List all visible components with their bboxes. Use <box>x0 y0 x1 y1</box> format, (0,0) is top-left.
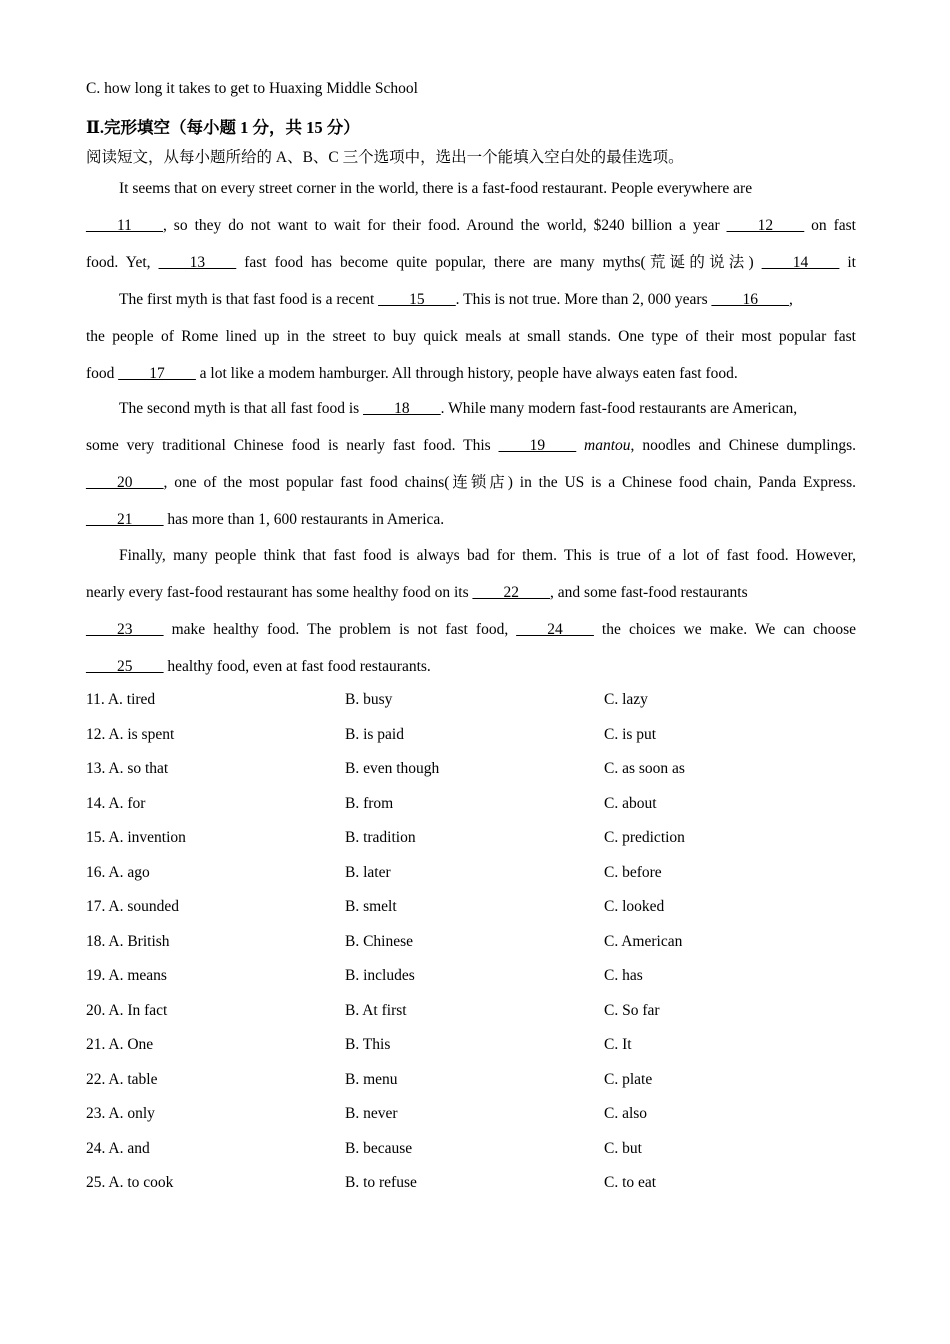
passage-paragraph-1 <box>86 178 856 289</box>
option-c: C. is put <box>604 725 657 743</box>
option-c: C. also <box>604 1105 648 1122</box>
option-b: B. tradition <box>345 829 416 846</box>
passage-paragraph-2 <box>86 289 856 400</box>
passage-line: Finally, many people think that fast food is always bad for them. This is true of a lot of fast food. However, <box>119 547 856 564</box>
blank-23: ____23____ <box>86 621 164 638</box>
option-row <box>86 933 856 968</box>
option-a: 18. A. British <box>86 932 170 950</box>
option-a: 15. A. invention <box>86 829 186 846</box>
blank-13: ____13____ <box>158 254 237 271</box>
option-b: B. because <box>345 1139 413 1157</box>
passage-line: the people of Rome lined up in the street to buy quick meals at small stands. One type of their most popular fast <box>86 328 856 345</box>
blank-16: ____16____ <box>711 291 789 308</box>
blank-25: ____25____ <box>86 658 164 675</box>
passage-line: ____21____ has more than 1, 600 restaurants in America. <box>86 511 445 528</box>
option-c: C. looked <box>604 898 665 915</box>
blank-21: ____21____ <box>86 511 164 528</box>
blank-14: ____14____ <box>761 254 840 271</box>
option-row <box>86 795 856 830</box>
option-a: 23. A. only <box>86 1105 155 1122</box>
option-row <box>86 864 856 899</box>
option-b: B. later <box>345 863 391 881</box>
section-instructions: 阅读短文，从每小题所给的 A、B、C 三个选项中，选出一个能填入空白处的最佳选项。 <box>86 149 684 166</box>
passage-line: It seems that on every street corner in the world, there is a fast-food restaurant. People everywhere are <box>119 180 753 197</box>
previous-question-option: C. how long it takes to get to Huaxing Middle School <box>86 80 418 97</box>
option-a: 11. A. tired <box>86 691 156 708</box>
option-b: B. This <box>345 1036 391 1053</box>
blank-24: ____24____ <box>516 621 594 638</box>
option-b: B. never <box>345 1105 398 1122</box>
option-b: B. is paid <box>345 725 404 743</box>
passage-line: ____23____ make healthy food. The problem is not fast food, ____24____ the choices we make. We can choose <box>86 621 856 638</box>
option-a: 21. A. One <box>86 1036 154 1053</box>
option-row <box>86 1174 856 1209</box>
blank-12: ____12____ <box>726 217 805 234</box>
option-row <box>86 691 856 726</box>
option-c: C. prediction <box>604 829 685 846</box>
option-row <box>86 829 856 864</box>
passage-line: The second myth is that all fast food is ____18____. While many modern fast-food restaurants are American, <box>119 400 798 417</box>
option-row <box>86 1036 856 1071</box>
option-c: C. about <box>604 794 657 812</box>
passage-paragraph-3 <box>86 398 856 546</box>
blank-11: ____11____ <box>86 217 163 234</box>
option-a: 13. A. so that <box>86 760 169 777</box>
passage-line: ____25____ healthy food, even at fast food restaurants. <box>86 658 431 675</box>
option-c: C. to eat <box>604 1174 657 1191</box>
option-b: B. smelt <box>345 898 397 915</box>
option-a: 17. A. sounded <box>86 898 179 915</box>
option-b: B. to refuse <box>345 1174 417 1191</box>
option-a: 16. A. ago <box>86 863 150 881</box>
option-c: C. lazy <box>604 691 648 708</box>
option-c: C. before <box>604 863 662 881</box>
blank-20: ____20____ <box>86 474 164 491</box>
passage-paragraph-4 <box>86 545 856 693</box>
answer-options <box>86 691 856 1209</box>
option-c: C. American <box>604 932 683 950</box>
option-c: C. but <box>604 1139 642 1157</box>
option-row <box>86 726 856 761</box>
option-b: B. At first <box>345 1001 407 1019</box>
option-row <box>86 1002 856 1037</box>
passage-line: ____11____, so they do not want to wait for their food. Around the world, $240 billion a year ____12____ on fast <box>86 217 856 234</box>
option-c: C. plate <box>604 1070 653 1088</box>
option-b: B. even though <box>345 760 440 777</box>
option-b: B. includes <box>345 967 415 984</box>
option-row <box>86 1140 856 1175</box>
passage-line: ____20____, one of the most popular fast food chains(连锁店) in the US is a Chinese food chain, Panda Express. <box>86 474 856 491</box>
option-b: B. from <box>345 794 394 812</box>
option-a: 22. A. table <box>86 1070 158 1088</box>
option-a: 20. A. In fact <box>86 1001 168 1019</box>
option-c: C. So far <box>604 1001 660 1019</box>
option-row <box>86 1071 856 1106</box>
option-a: 25. A. to cook <box>86 1174 174 1191</box>
passage-line: some very traditional Chinese food is nearly fast food. This ____19____ mantou, noodles and Chinese dumplings. <box>86 437 856 454</box>
option-row <box>86 760 856 795</box>
option-b: B. menu <box>345 1070 398 1088</box>
option-b: B. busy <box>345 691 393 708</box>
blank-17: ____17____ <box>118 365 196 382</box>
blank-18: ____18____ <box>363 400 441 417</box>
passage-line: nearly every fast-food restaurant has some healthy food on its ____22____, and some fast-food restaurants <box>86 584 748 601</box>
option-a: 14. A. for <box>86 794 146 812</box>
passage-line: food. Yet, ____13____ fast food has become quite popular, there are many myths(荒诞的说法) ____14____ it <box>86 254 856 271</box>
option-b: B. Chinese <box>345 932 414 950</box>
section-title: Ⅱ.完形填空（每小题 1 分，共 15 分） <box>86 118 360 137</box>
blank-22: ____22____ <box>472 584 551 601</box>
option-row <box>86 1105 856 1140</box>
option-a: 24. A. and <box>86 1139 150 1157</box>
blank-19: ____19____ <box>498 437 577 454</box>
option-row <box>86 898 856 933</box>
blank-15: ____15____ <box>378 291 456 308</box>
passage-line: food ____17____ a lot like a modem hamburger. All through history, people have always eaten fast food. <box>86 365 738 382</box>
option-row <box>86 967 856 1002</box>
option-a: 12. A. is spent <box>86 725 175 743</box>
option-c: C. It <box>604 1036 632 1053</box>
option-c: C. has <box>604 967 643 984</box>
option-a: 19. A. means <box>86 967 167 984</box>
passage-line: The first myth is that fast food is a recent ____15____. This is not true. More than 2, 000 years ____16____, <box>119 291 793 308</box>
option-c: C. as soon as <box>604 760 685 777</box>
